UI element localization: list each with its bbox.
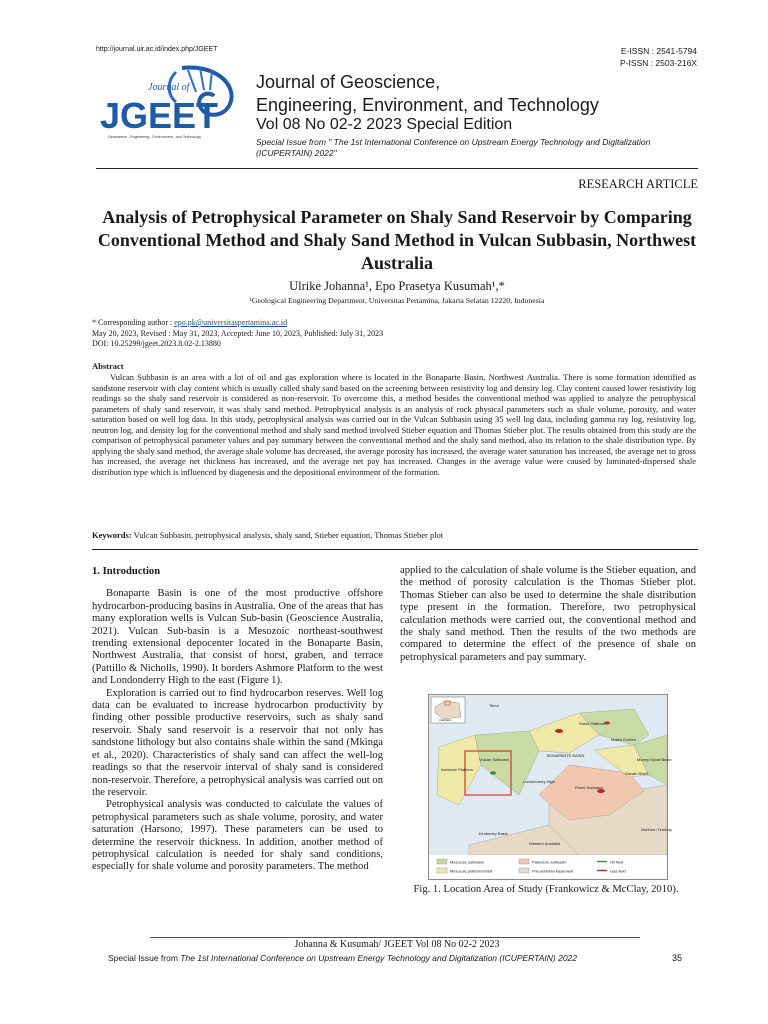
special-issue-note: Special Issue from " The 1st International Conference on Upstream Energy Technology and Digitalization (ICUPERTAIN) 2022" bbox=[256, 137, 651, 158]
map-label: Malita Graben bbox=[611, 737, 637, 742]
article-type: RESEARCH ARTICLE bbox=[578, 177, 698, 191]
map-gas-field-marker bbox=[555, 729, 563, 733]
legend-label: Mesozoic platform/shelf bbox=[450, 868, 493, 874]
article-metadata bbox=[92, 318, 383, 350]
article-authors: Ulrike Johanna¹, Epo Prasetya Kusumah¹,* bbox=[289, 279, 505, 293]
footer-divider bbox=[150, 937, 640, 938]
abstract-divider bbox=[92, 549, 698, 550]
keywords-list: Vulcan Subbasin, petrophysical analysis, shaly sand, Stieber equation, Thomas Stieber plot bbox=[131, 530, 444, 540]
legend-label: Oil field bbox=[610, 859, 624, 865]
legend-label: Precambrian basement bbox=[532, 868, 574, 874]
legend-label: Paleozoic subbasin bbox=[532, 859, 567, 865]
article-dates: May 20, 2023, Revised : May 31, 2023, Accepted: June 10, 2023, Published: July 31, 2023 bbox=[92, 328, 384, 338]
map-label: Darwin Shelf bbox=[625, 771, 648, 776]
logo-tagline: Geoscience - Engineering - Environment - and Technology bbox=[108, 135, 202, 139]
map-label: Western Australia bbox=[529, 841, 561, 846]
map-label: Londonderry High bbox=[523, 779, 555, 784]
map-label: Northern Territory bbox=[641, 827, 673, 832]
map-label: Money Shoal Basin bbox=[637, 757, 672, 762]
corresponding-label: * Corresponding author : bbox=[92, 318, 175, 327]
paragraph: Petrophysical analysis was conducted to calculate the values of petrophysical parameters such as shale volume, porosity, and water saturation (Harsono, 1997). These parameters can be used to determine the reservoir thickness. In addition, another method of petrophysical calculation is needed for shaly sand conditions, especially for shale volume and porosity parameters. The method bbox=[92, 799, 383, 873]
corresponding-email-link[interactable]: epo.pk@universitaspertamina.ac.id bbox=[174, 318, 288, 327]
page-number: 35 bbox=[671, 953, 682, 963]
map-label: Sahul Platform bbox=[579, 721, 606, 726]
issn-block bbox=[620, 45, 697, 69]
map-label: Vulcan Subbasin bbox=[479, 757, 509, 762]
legend-label: Mesozoic subbasin bbox=[450, 859, 485, 865]
author-affiliation: ¹Geological Engineering Department, Universitas Pertamina, Jakarta Selatan 12220, Indonesia bbox=[249, 296, 545, 305]
logo-small-text: Journal of bbox=[148, 82, 190, 93]
footer-special-prefix: Special Issue from bbox=[108, 953, 181, 963]
map-label: Petrel Subbasin bbox=[575, 785, 604, 790]
eissn: E-ISSN : 2541-5794 bbox=[620, 46, 697, 56]
journal-url[interactable]: http://journal.uir.ac.id/index.php/JGEET bbox=[96, 46, 218, 53]
abstract-text: Vulcan Subbasin is an area with a lot of oil and gas exploration where is located in the Bonaparte Basin, Northwest Australia. There is some formation identified as sandstone reservoir with clay content which is usually called shaly sand based on the screening between resistivity log and density log. Clay content caused lower resistivity log readings so the shaly sand reservoir is considered as non-reservoir. To overcome this, a method besides the conventional method was applied to analyze the petrophysical parameters of shaly sand reservoir, it was shaly sand method. Petrophysical analysis is an analysis of rock physical parameters such as shale volume, porosity, and water saturation based on well log data. In this study, petrophysical analysis was carried out in the Vulcan Subbasin using 35 well log data, including gamma ray log, resistivity log, neutron log, and density log for the conventional method and shaly sand method involved Stieber equation and Thomas Stieber plot. The results obtained from this study are the comparison of petrophysical parameter values and pay summary between the conventional method and the shaly sand method, also its relation to the shale distribution type. By applying the shaly sand method, the average shale volume has decreased, the average porosity has increased, the average water saturation has increased, the average net to gross has increased, the average net thickness has increased, and the average net pay has increased. Changes in the average value were caused by laminated-dispersed shale distribution type which is influenced by diagenesis and the depositional environment of the formation. bbox=[92, 372, 696, 477]
journal-name-line1: Journal of Geoscience, bbox=[256, 72, 441, 92]
body-right-column bbox=[400, 565, 696, 664]
paragraph: applied to the calculation of shale volume is the Stieber equation, and the method of porosity calculation is the Thomas Stieber plot. Thomas Stieber can also be used to determine the shale distribution type present in the formation. Therefore, two petrophysical calculation methods were carried out, the conventional method and the shaly sand method. Then the results of the two methods are compared to determine the effect of the presence of shale on petrophysical parameters and pay summary. bbox=[400, 565, 696, 663]
abstract-heading: Abstract bbox=[92, 361, 124, 371]
keywords-label: Keywords: bbox=[92, 530, 132, 540]
body-left-column bbox=[92, 566, 383, 874]
footer-special-italic: The 1st International Conference on Upstream Energy Technology and Digitalization (ICUPERTAIN) 2022 bbox=[180, 953, 578, 963]
logo-big-text: JGEET bbox=[100, 95, 219, 136]
figure-caption: Fig. 1. Location Area of Study (Frankowicz & McClay, 2010). bbox=[413, 884, 679, 895]
footer-citation: Johanna & Kusumah/ JGEET Vol 08 No 02-2 2023 bbox=[294, 939, 500, 950]
section-heading-introduction: 1. Introduction bbox=[92, 566, 161, 577]
map-label: Kimberley Basin bbox=[479, 831, 508, 836]
legend-label: Gas field bbox=[610, 868, 626, 874]
map-label: Ashmore Platform bbox=[441, 767, 474, 772]
pissn: P-ISSN : 2503-216X bbox=[619, 58, 697, 68]
journal-name-line2: Engineering, Environment, and Technology bbox=[256, 95, 599, 115]
map-label: Timor bbox=[489, 703, 500, 708]
article-title: Analysis of Petrophysical Parameter on Shaly Sand Reservoir by Comparing Conventional Method and Shaly Sand Method in Vulcan Subbasin, Northwest Australia bbox=[97, 207, 697, 273]
map-oil-field-marker bbox=[490, 771, 496, 774]
jgeet-logo bbox=[96, 62, 244, 146]
corresponding-author bbox=[92, 318, 383, 329]
journal-volume: Vol 08 No 02-2 2023 Special Edition bbox=[256, 116, 513, 133]
footer-special-issue bbox=[108, 953, 577, 963]
legend-swatch-mesozoic bbox=[437, 859, 447, 864]
article-doi: DOI: 10.25299/jgeet.2023.8.02-2.13880 bbox=[92, 339, 221, 348]
legend-swatch-platform bbox=[437, 868, 447, 873]
header-divider bbox=[96, 168, 698, 169]
keywords bbox=[92, 530, 443, 540]
legend-swatch-precambrian bbox=[519, 868, 529, 873]
legend-swatch-paleozoic bbox=[519, 859, 529, 864]
paragraph: Bonaparte Basin is one of the most productive offshore hydrocarbon-producing basins in Australia. One of the areas that has many exploration wells is Vulcan Sub-basin (Geoscience Australia, 2021). Vulcan Sub-basin is a Mesozoic northeast-southwest trending extensional depocenter located in the Bonaparte Basin, Northwest Australia, that consist of horst, graben, and terrace (Pattillo & Nicholls, 1990). It borders Ashmore Platform to the west and Londonderry High to the east (Figure 1). bbox=[92, 588, 383, 687]
location-map-figure bbox=[428, 694, 673, 880]
paragraph: Exploration is carried out to find hydrocarbon reserves. Well log data can be evaluated to increase hydrocarbon productivity by finding other possible productive reservoirs, such as shaly sand reservoir. Shaly sand reservoir is a reservoir that not only has sandstone lithology but also contains shale within the sand (Mkinga et al., 2020). Characteristics of shaly sand can affect the well-log readings so that the reservoir interval of shaly sand is considered non-reservoir. Therefore, a petrophysical analysis was carried out on the reservoir. bbox=[92, 687, 383, 798]
map-label: BONAPARTE BASIN bbox=[547, 753, 585, 758]
journal-name bbox=[256, 71, 599, 117]
map-label: Australia bbox=[439, 718, 451, 722]
